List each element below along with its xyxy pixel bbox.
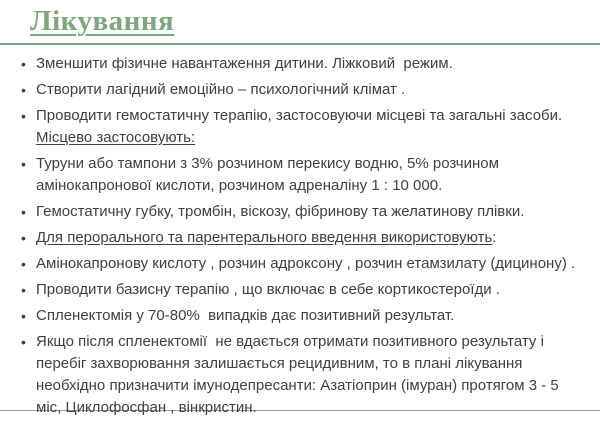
text-segment: : xyxy=(492,229,497,246)
text-segment: Створити лагідний емоційно – психологічний клімат . xyxy=(36,81,406,98)
list-item xyxy=(20,305,576,327)
title-area xyxy=(0,0,600,41)
list-item xyxy=(20,79,576,101)
underlined-text: Місцево застосовують: xyxy=(36,129,196,146)
text-segment: Проводити гемостатичну терапію, застосовуючи місцеві та загальні засоби. xyxy=(36,107,567,124)
text-segment: Проводити базисну терапію , що включає в себе кортикостероїди . xyxy=(36,281,500,298)
text-segment: Гемостатичну губку, тромбін, віскозу, фібринову та желатинову плівки. xyxy=(36,203,525,220)
list-item xyxy=(20,279,576,301)
text-segment: Амінокапронову кислоту , розчин адроксону , розчин етамзилату (дицинону) . xyxy=(36,255,576,272)
underlined-text: Для перорального та парентерального введення використовують xyxy=(36,229,493,246)
text-segment: Якщо після спленектомії не вдається отримати позитивного результату і перебіг захворювання залишається рецидивним, то в плані лікування необхідно призначити імунодепресанти: Азатіоприн (імуран) протягом 3 - 5 міс, Циклофосфан , вінкристин. xyxy=(36,333,563,416)
text-segment: Зменшити фізичне навантаження дитини. Ліжковий режим. xyxy=(36,55,453,72)
list-item xyxy=(20,253,576,275)
bullet-list xyxy=(0,45,600,419)
text-segment: Спленектомія у 70-80% випадків дає позитивний результат. xyxy=(36,307,455,324)
list-item xyxy=(20,331,576,419)
page-title: Лікування xyxy=(30,5,175,37)
text-segment: Туруни або тампони з 3% розчином перекису водню, 5% розчином амінокапронової кислоти, розчином адреналіну 1 : 10 000. xyxy=(36,155,504,194)
list-item xyxy=(20,153,576,197)
list-item xyxy=(20,105,576,149)
list-item xyxy=(20,201,576,223)
list-item xyxy=(20,227,576,249)
list-item xyxy=(20,53,576,75)
